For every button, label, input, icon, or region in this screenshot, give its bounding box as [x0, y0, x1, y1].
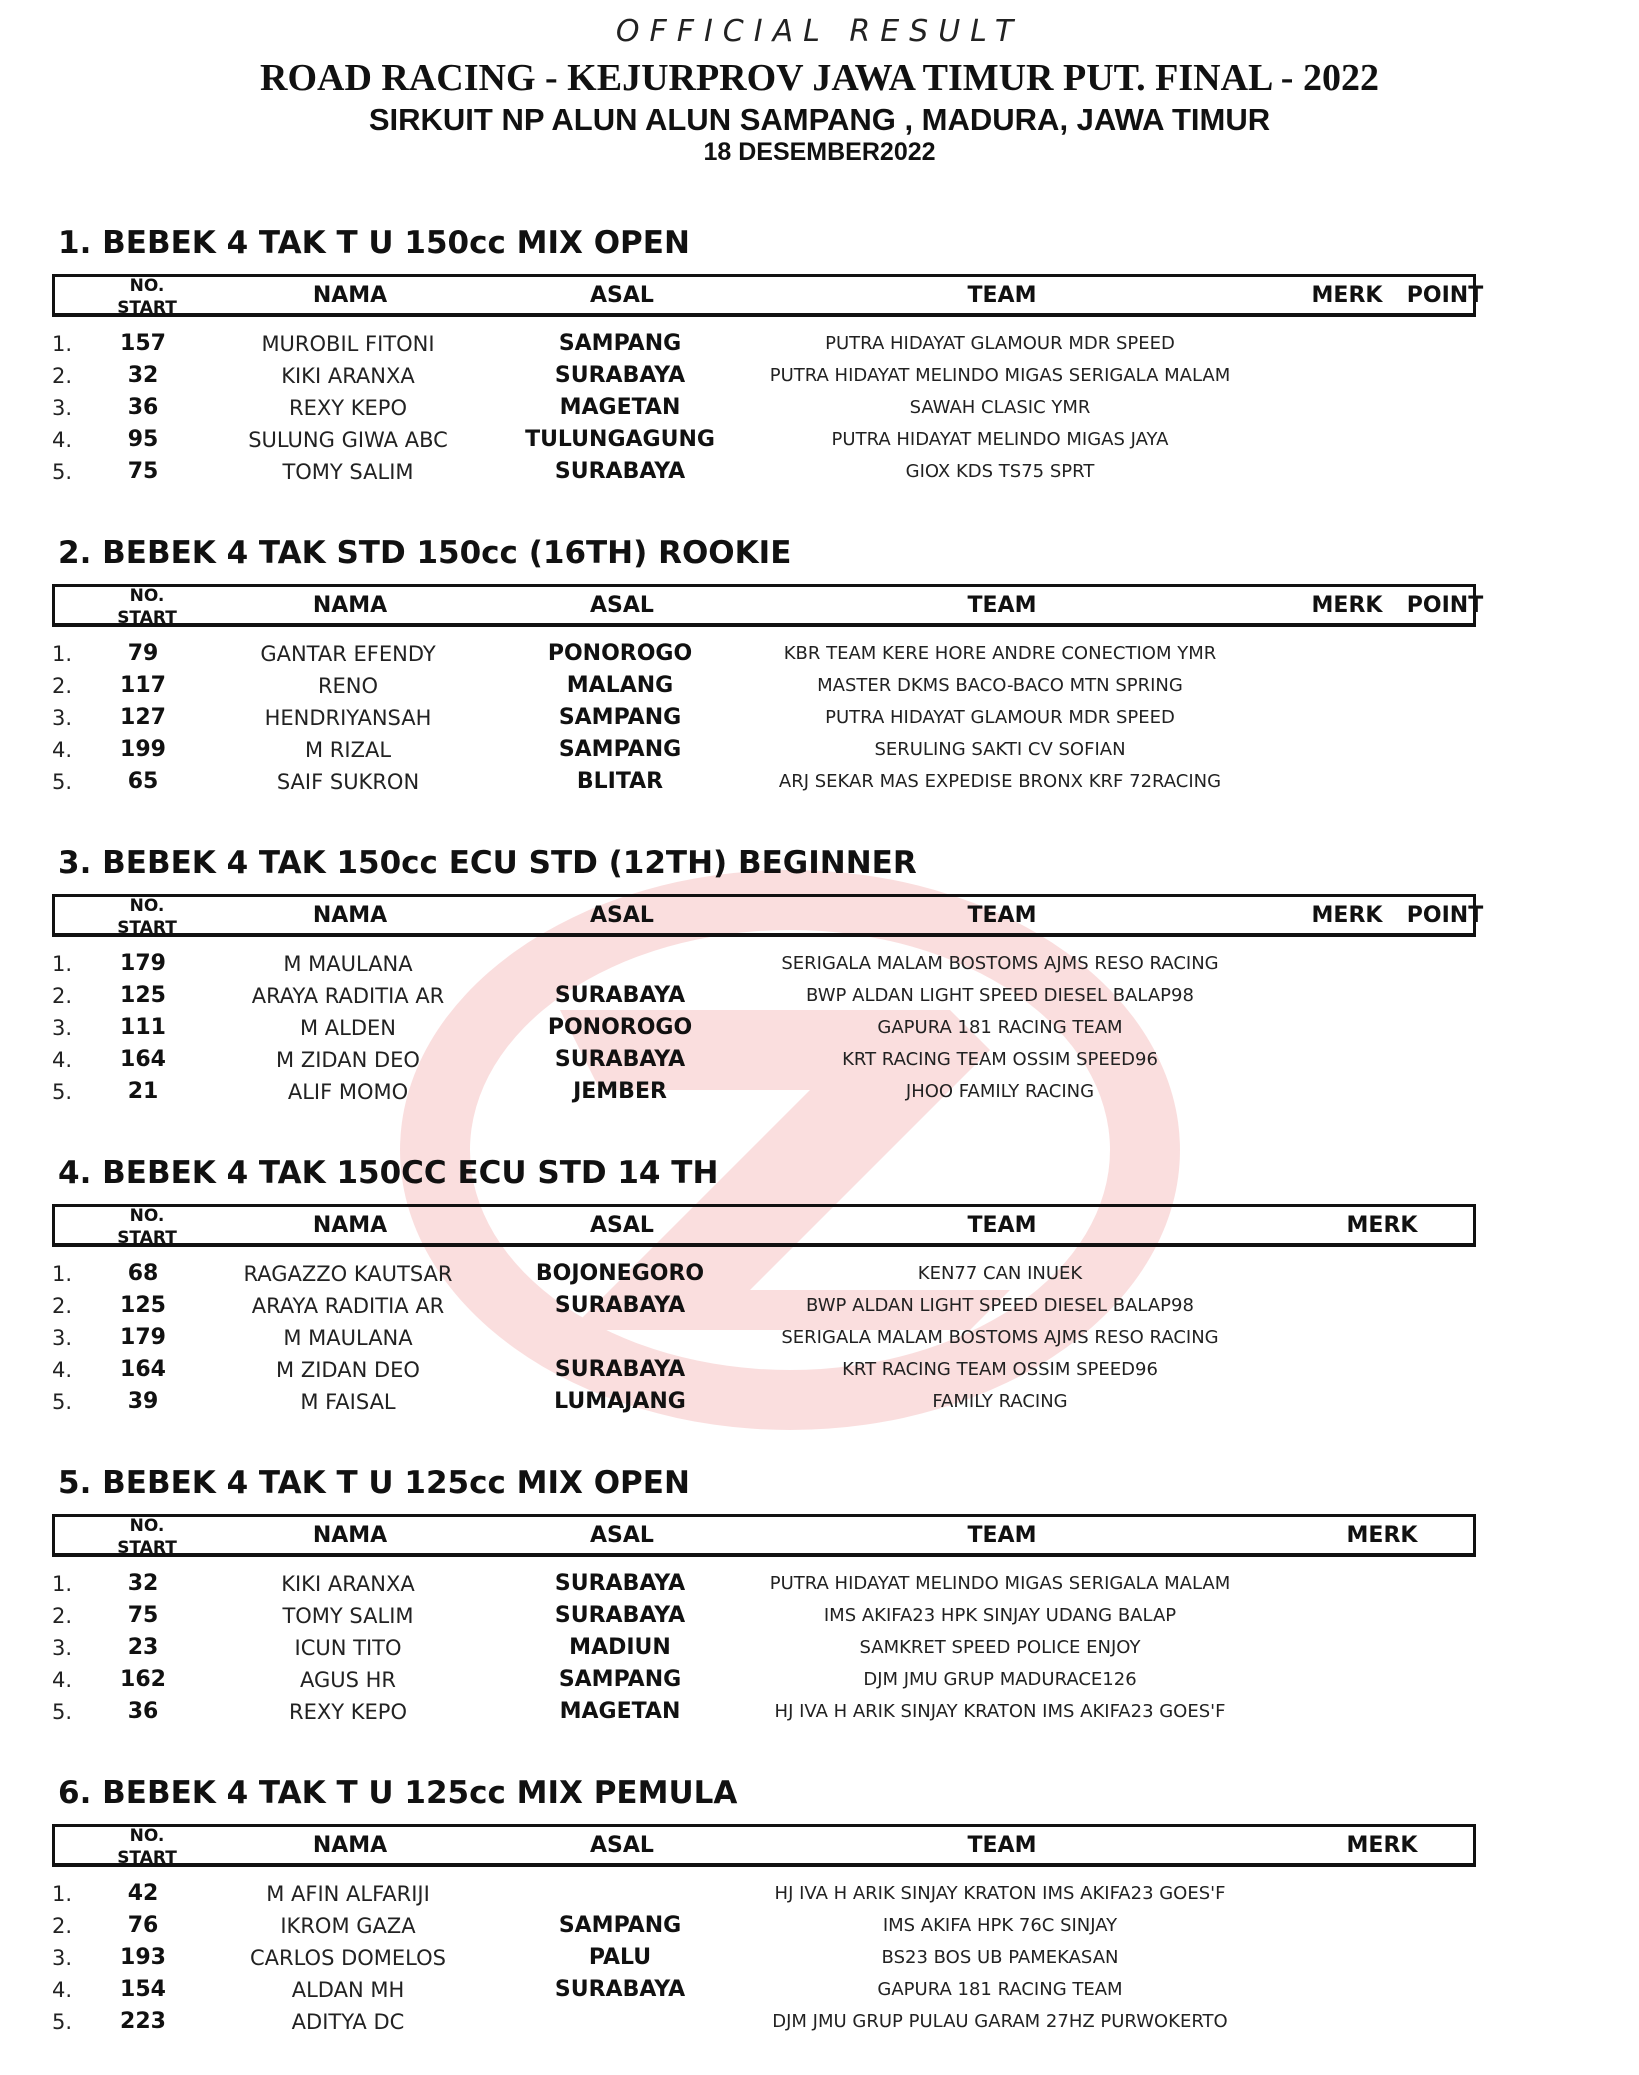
table-row [0, 1664, 1639, 1696]
column-no-label: NO. [129, 276, 165, 296]
team-cell: KRT RACING TEAM OSSIM SPEED96 [842, 1049, 1158, 1070]
start-number-cell: 68 [127, 1261, 159, 1286]
rider-name-cell: ICUN TITO [294, 1636, 402, 1660]
rider-name-cell: M AFIN ALFARIJI [266, 1882, 430, 1906]
column-nama: NAMA [312, 1213, 388, 1238]
start-number-cell: 36 [127, 1699, 159, 1724]
column-team: TEAM [967, 1833, 1037, 1858]
results-section [0, 1465, 1639, 1765]
class-title: 4. BEBEK 4 TAK 150CC ECU STD 14 TH [58, 1155, 719, 1191]
origin-cell: BLITAR [576, 769, 664, 794]
position-cell: 2. [52, 1604, 73, 1628]
team-cell: KBR TEAM KERE HORE ANDRE CONECTIOM YMR [783, 643, 1217, 664]
column-team: TEAM [967, 903, 1037, 928]
class-title: 6. BEBEK 4 TAK T U 125cc MIX PEMULA [58, 1775, 738, 1811]
column-merk: MERK [1346, 1523, 1418, 1548]
position-cell: 1. [52, 952, 73, 976]
table-row [0, 2006, 1639, 2038]
event-date: 18 DESEMBER2022 [703, 138, 936, 166]
column-asal: ASAL [590, 903, 654, 928]
origin-cell: SAMPANG [558, 331, 682, 356]
column-no-label: NO. [129, 896, 165, 916]
team-cell: FAMILY RACING [932, 1391, 1068, 1412]
start-number-cell: 162 [120, 1667, 166, 1692]
origin-cell: PALU [588, 1945, 652, 1970]
position-cell: 2. [52, 364, 73, 388]
column-asal: ASAL [590, 283, 654, 308]
start-number-cell: 75 [127, 459, 159, 484]
start-number-cell: 39 [127, 1389, 159, 1414]
rider-name-cell: TOMY SALIM [282, 1604, 414, 1628]
start-number-cell: 75 [127, 1603, 159, 1628]
origin-cell: SURABAYA [554, 1977, 686, 2002]
team-cell: SAMKRET SPEED POLICE ENJOY [859, 1637, 1141, 1658]
table-row [0, 1354, 1639, 1386]
team-cell: ARJ SEKAR MAS EXPEDISE BRONX KRF 72RACING [778, 771, 1222, 792]
team-cell: KRT RACING TEAM OSSIM SPEED96 [842, 1359, 1158, 1380]
position-cell: 3. [52, 1636, 73, 1660]
start-number-cell: 223 [120, 2009, 166, 2034]
rider-name-cell: RENO [317, 674, 379, 698]
table-header [52, 1514, 1476, 1557]
origin-cell: TULUNGAGUNG [525, 427, 715, 452]
team-cell: BS23 BOS UB PAMEKASAN [881, 1947, 1119, 1968]
start-number-cell: 23 [127, 1635, 159, 1660]
team-cell: DJM JMU GRUP MADURACE126 [863, 1669, 1137, 1690]
position-cell: 5. [52, 1700, 73, 1724]
team-cell: HJ IVA H ARIK SINJAY KRATON IMS AKIFA23 GOES'F [774, 1701, 1226, 1722]
event-title: ROAD RACING - KEJURPROV JAWA TIMUR PUT. FINAL - 2022 [260, 57, 1379, 99]
official-result-label: OFFICIAL RESULT [615, 14, 1024, 49]
origin-cell: MAGETAN [559, 1699, 681, 1724]
origin-cell: PONOROGO [547, 1015, 693, 1040]
start-number-cell: 179 [120, 951, 166, 976]
rider-name-cell: HENDRIYANSAH [264, 706, 432, 730]
position-cell: 2. [52, 1914, 73, 1938]
team-cell: PUTRA HIDAYAT MELINDO MIGAS SERIGALA MALAM [769, 365, 1231, 386]
rider-name-cell: SULUNG GIWA ABC [248, 428, 448, 452]
team-cell: BWP ALDAN LIGHT SPEED DIESEL BALAP98 [806, 985, 1194, 1006]
position-cell: 5. [52, 1390, 73, 1414]
table-header [52, 584, 1484, 628]
table-row [0, 1258, 1639, 1290]
results-section [0, 1775, 1639, 2075]
column-merk: MERK [1311, 593, 1383, 618]
team-cell: PUTRA HIDAYAT MELINDO MIGAS JAYA [831, 429, 1169, 450]
start-number-cell: 164 [120, 1047, 166, 1072]
rider-name-cell: M MAULANA [283, 952, 413, 976]
results-section [0, 845, 1639, 1145]
position-cell: 5. [52, 2010, 73, 2034]
start-number-cell: 125 [120, 983, 166, 1008]
column-point: POINT [1406, 283, 1484, 308]
origin-cell [490, 948, 750, 980]
results-section [0, 225, 1639, 525]
position-cell: 1. [52, 1572, 73, 1596]
origin-cell: SURABAYA [554, 1571, 686, 1596]
rider-name-cell: M MAULANA [283, 1326, 413, 1350]
team-cell: PUTRA HIDAYAT MELINDO MIGAS SERIGALA MALAM [769, 1573, 1231, 1594]
table-row [0, 1632, 1639, 1664]
start-number-cell: 157 [120, 331, 166, 356]
table-row [0, 1322, 1639, 1354]
rider-name-cell: ALDAN MH [291, 1978, 405, 2002]
table-header [52, 274, 1484, 318]
column-start-label: START [117, 1538, 177, 1558]
position-cell: 1. [52, 332, 73, 356]
origin-cell: SURABAYA [554, 363, 686, 388]
rider-name-cell: CARLOS DOMELOS [249, 1946, 446, 1970]
start-number-cell: 154 [120, 1977, 166, 2002]
start-number-cell: 65 [127, 769, 159, 794]
column-start-label: START [117, 608, 177, 628]
team-cell: HJ IVA H ARIK SINJAY KRATON IMS AKIFA23 GOES'F [774, 1883, 1226, 1904]
position-cell: 2. [52, 984, 73, 1008]
column-no-start [107, 585, 187, 629]
column-no-label: NO. [129, 1826, 165, 1846]
table-row [0, 670, 1639, 702]
team-cell: JHOO FAMILY RACING [905, 1081, 1095, 1102]
rider-name-cell: ADITYA DC [291, 2010, 405, 2034]
position-cell: 5. [52, 1080, 73, 1104]
table-row [0, 360, 1639, 392]
table-row [0, 392, 1639, 424]
rider-name-cell: TOMY SALIM [282, 460, 414, 484]
rider-name-cell: M ZIDAN DEO [276, 1048, 420, 1072]
team-cell: GIOX KDS TS75 SPRT [905, 461, 1095, 482]
position-cell: 4. [52, 428, 73, 452]
start-number-cell: 164 [120, 1357, 166, 1382]
origin-cell [490, 2006, 750, 2038]
column-no-label: NO. [129, 586, 165, 606]
rider-name-cell: ARAYA RADITIA AR [251, 984, 445, 1008]
origin-cell: SAMPANG [558, 1667, 682, 1692]
team-cell: SERIGALA MALAM BOSTOMS AJMS RESO RACING [781, 1327, 1219, 1348]
position-cell: 4. [52, 1358, 73, 1382]
table-row [0, 1386, 1639, 1418]
table-row [0, 766, 1639, 798]
start-number-cell: 42 [127, 1881, 159, 1906]
column-no-start [107, 1515, 187, 1559]
table-row [0, 1044, 1639, 1076]
rider-name-cell: M ZIDAN DEO [276, 1358, 420, 1382]
column-no-start [107, 1825, 187, 1869]
origin-cell: SAMPANG [558, 705, 682, 730]
start-number-cell: 179 [120, 1325, 166, 1350]
start-number-cell: 199 [120, 737, 166, 762]
column-nama: NAMA [312, 593, 388, 618]
origin-cell: MAGETAN [559, 395, 681, 420]
start-number-cell: 32 [127, 1571, 159, 1596]
results-section [0, 535, 1639, 835]
event-venue: SIRKUIT NP ALUN ALUN SAMPANG , MADURA, JAWA TIMUR [368, 102, 1271, 137]
team-cell: DJM JMU GRUP PULAU GARAM 27HZ PURWOKERTO [772, 2011, 1228, 2032]
origin-cell: SURABAYA [554, 983, 686, 1008]
table-row [0, 638, 1639, 670]
origin-cell: BOJONEGORO [535, 1261, 705, 1286]
rider-name-cell: REXY KEPO [289, 396, 407, 420]
column-point: POINT [1406, 903, 1484, 928]
start-number-cell: 36 [127, 395, 159, 420]
table-row [0, 980, 1639, 1012]
table-row [0, 1910, 1639, 1942]
table-header [52, 1204, 1476, 1247]
class-title: 5. BEBEK 4 TAK T U 125cc MIX OPEN [58, 1465, 690, 1501]
column-start-label: START [117, 1228, 177, 1248]
table-row [0, 1076, 1639, 1108]
column-nama: NAMA [312, 1833, 388, 1858]
column-team: TEAM [967, 283, 1037, 308]
team-cell: MASTER DKMS BACO-BACO MTN SPRING [817, 675, 1183, 696]
team-cell: SERIGALA MALAM BOSTOMS AJMS RESO RACING [781, 953, 1219, 974]
column-no-label: NO. [129, 1206, 165, 1226]
table-row [0, 328, 1639, 360]
team-cell: BWP ALDAN LIGHT SPEED DIESEL BALAP98 [806, 1295, 1194, 1316]
position-cell: 2. [52, 674, 73, 698]
start-number-cell: 125 [120, 1293, 166, 1318]
team-cell: SERULING SAKTI CV SOFIAN [874, 739, 1126, 760]
table-row [0, 1942, 1639, 1974]
rider-name-cell: RAGAZZO KAUTSAR [243, 1262, 453, 1286]
column-nama: NAMA [312, 283, 388, 308]
position-cell: 4. [52, 1978, 73, 2002]
column-point: POINT [1406, 593, 1484, 618]
origin-cell: SURABAYA [554, 1357, 686, 1382]
position-cell: 1. [52, 642, 73, 666]
column-start-label: START [117, 298, 177, 318]
position-cell: 5. [52, 460, 73, 484]
table-row [0, 734, 1639, 766]
start-number-cell: 32 [127, 363, 159, 388]
position-cell: 5. [52, 770, 73, 794]
column-start-label: START [117, 918, 177, 938]
position-cell: 4. [52, 738, 73, 762]
start-number-cell: 127 [120, 705, 166, 730]
start-number-cell: 95 [127, 427, 159, 452]
start-number-cell: 79 [127, 641, 159, 666]
rider-name-cell: KIKI ARANXA [281, 364, 415, 388]
table-row [0, 1290, 1639, 1322]
column-asal: ASAL [590, 1523, 654, 1548]
table-row [0, 1696, 1639, 1728]
origin-cell [490, 1878, 750, 1910]
origin-cell: MALANG [566, 673, 674, 698]
column-merk: MERK [1311, 903, 1383, 928]
rider-name-cell: ARAYA RADITIA AR [251, 1294, 445, 1318]
table-row [0, 1600, 1639, 1632]
position-cell: 3. [52, 396, 73, 420]
table-row [0, 702, 1639, 734]
origin-cell: SURABAYA [554, 1047, 686, 1072]
origin-cell: MADIUN [569, 1635, 671, 1660]
team-cell: GAPURA 181 RACING TEAM [877, 1979, 1123, 2000]
team-cell: IMS AKIFA23 HPK SINJAY UDANG BALAP [823, 1605, 1177, 1626]
rider-name-cell: REXY KEPO [289, 1700, 407, 1724]
origin-cell: LUMAJANG [554, 1389, 686, 1414]
position-cell: 4. [52, 1048, 73, 1072]
rider-name-cell: MUROBIL FITONI [261, 332, 435, 356]
class-title: 3. BEBEK 4 TAK 150cc ECU STD (12TH) BEGINNER [58, 845, 917, 881]
position-cell: 1. [52, 1882, 73, 1906]
column-team: TEAM [967, 1523, 1037, 1548]
column-no-start [107, 275, 187, 319]
rider-name-cell: M RIZAL [304, 738, 392, 762]
column-nama: NAMA [312, 903, 388, 928]
rider-name-cell: KIKI ARANXA [281, 1572, 415, 1596]
origin-cell: SURABAYA [554, 1293, 686, 1318]
origin-cell [490, 1322, 750, 1354]
origin-cell: SAMPANG [558, 737, 682, 762]
origin-cell: SURABAYA [554, 459, 686, 484]
rider-name-cell: GANTAR EFENDY [260, 642, 436, 666]
rider-name-cell: SAIF SUKRON [276, 770, 420, 794]
column-asal: ASAL [590, 593, 654, 618]
start-number-cell: 193 [120, 1945, 166, 1970]
origin-cell: JEMBER [573, 1079, 667, 1104]
team-cell: IMS AKIFA HPK 76C SINJAY [882, 1915, 1118, 1936]
column-team: TEAM [967, 1213, 1037, 1238]
start-number-cell: 76 [127, 1913, 159, 1938]
table-row [0, 424, 1639, 456]
rider-name-cell: M FAISAL [300, 1390, 396, 1414]
origin-cell: PONOROGO [547, 641, 693, 666]
position-cell: 2. [52, 1294, 73, 1318]
column-merk: MERK [1346, 1833, 1418, 1858]
position-cell: 3. [52, 1016, 73, 1040]
table-header [52, 894, 1484, 938]
rider-name-cell: ALIF MOMO [287, 1080, 409, 1104]
team-cell: GAPURA 181 RACING TEAM [877, 1017, 1123, 1038]
results-section [0, 1155, 1639, 1455]
rider-name-cell: M ALDEN [299, 1016, 396, 1040]
rider-name-cell: AGUS HR [299, 1668, 397, 1692]
rider-name-cell: IKROM GAZA [280, 1914, 416, 1938]
column-merk: MERK [1311, 283, 1383, 308]
origin-cell: SURABAYA [554, 1603, 686, 1628]
column-no-start [107, 1205, 187, 1249]
position-cell: 1. [52, 1262, 73, 1286]
start-number-cell: 21 [127, 1079, 159, 1104]
table-row [0, 456, 1639, 488]
team-cell: KEN77 CAN INUEK [917, 1263, 1083, 1284]
position-cell: 3. [52, 1326, 73, 1350]
column-no-start [107, 895, 187, 939]
table-row [0, 1012, 1639, 1044]
column-start-label: START [117, 1848, 177, 1868]
column-asal: ASAL [590, 1213, 654, 1238]
class-title: 1. BEBEK 4 TAK T U 150cc MIX OPEN [58, 225, 690, 261]
column-merk: MERK [1346, 1213, 1418, 1238]
table-row [0, 1568, 1639, 1600]
table-row [0, 1974, 1639, 2006]
team-cell: SAWAH CLASIC YMR [909, 397, 1091, 418]
start-number-cell: 111 [120, 1015, 166, 1040]
team-cell: PUTRA HIDAYAT GLAMOUR MDR SPEED [825, 707, 1175, 728]
column-team: TEAM [967, 593, 1037, 618]
position-cell: 4. [52, 1668, 73, 1692]
team-cell: PUTRA HIDAYAT GLAMOUR MDR SPEED [825, 333, 1175, 354]
position-cell: 3. [52, 706, 73, 730]
start-number-cell: 117 [120, 673, 166, 698]
class-title: 2. BEBEK 4 TAK STD 150cc (16TH) ROOKIE [58, 535, 792, 571]
position-cell: 3. [52, 1946, 73, 1970]
column-no-label: NO. [129, 1516, 165, 1536]
table-row [0, 948, 1639, 980]
table-row [0, 1878, 1639, 1910]
table-header [52, 1824, 1476, 1867]
column-asal: ASAL [590, 1833, 654, 1858]
origin-cell: SAMPANG [558, 1913, 682, 1938]
column-nama: NAMA [312, 1523, 388, 1548]
